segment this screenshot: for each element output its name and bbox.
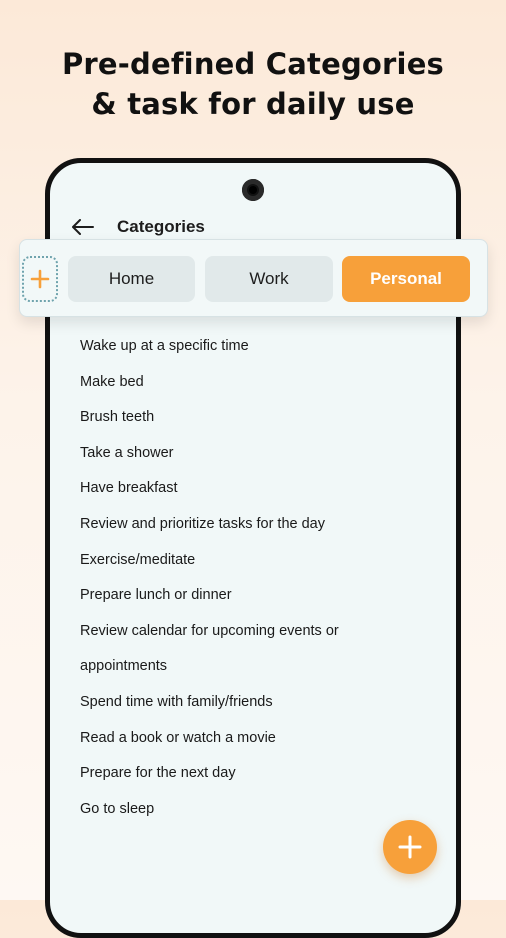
task-item[interactable]: Brush teeth [80,409,155,426]
add-category-button[interactable] [22,256,58,302]
task-item[interactable]: Read a book or watch a movie [80,729,276,746]
category-chip-personal[interactable]: Personal [342,256,470,302]
task-list [80,329,440,827]
task-item[interactable]: Review and prioritize tasks for the day [80,515,325,532]
task-item[interactable]: Review calendar for upcoming events or [80,622,339,639]
task-item[interactable]: Take a shower [80,444,174,461]
task-item[interactable]: Have breakfast [80,480,178,497]
plus-icon [30,269,50,289]
task-item[interactable]: Go to sleep [80,800,155,817]
category-chip-work[interactable]: Work [205,256,333,302]
category-selector [19,239,488,317]
task-item[interactable]: Prepare for the next day [80,765,236,782]
headline-line-1: Pre-defined Categories [61,47,445,81]
page-title: Categories [117,217,205,236]
task-item-continuation[interactable]: appointments [80,658,168,675]
headline-line-2: & task for daily use [91,87,415,121]
task-item[interactable]: Prepare lunch or dinner [80,587,232,604]
task-item[interactable]: Spend time with family/friends [80,693,273,710]
promo-headline [0,44,506,124]
category-chip-home[interactable]: Home [68,256,195,302]
task-item[interactable]: Make bed [80,373,144,390]
plus-icon [398,835,422,859]
task-item[interactable]: Exercise/meditate [80,551,196,568]
task-item[interactable]: Wake up at a specific time [80,338,249,354]
add-task-fab[interactable] [383,820,437,874]
back-button[interactable] [70,214,96,240]
front-camera [242,179,264,201]
arrow-left-icon [72,219,94,235]
